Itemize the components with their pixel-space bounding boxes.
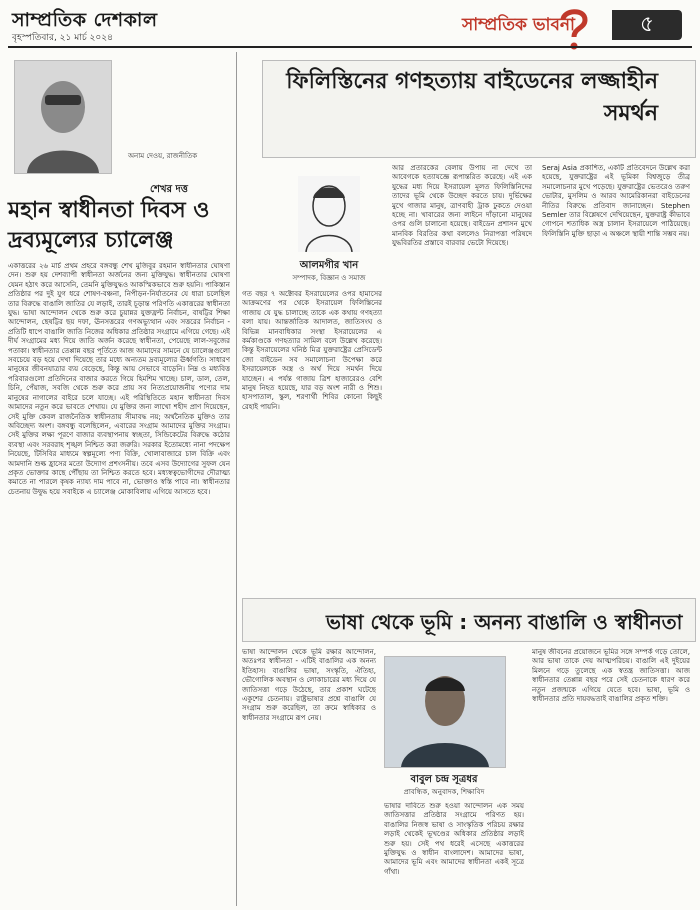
headline-1: মহান স্বাধীনতা দিবস ও দ্রব্যমূল্যের চ্যালেঞ্জ [8,198,210,253]
byline-1: শেখর দত্ত [150,184,188,195]
author-sketch-2 [298,176,360,252]
author-photo-1 [14,60,112,174]
headline-3: ভাষা থেকে ভূমি : অনন্য বাঙালি ও স্বাধীনতা [326,610,683,634]
author-role-3: প্রাবন্ধিক, অনুবাদক, শিক্ষাবিদ [403,788,485,796]
column-divider [236,52,237,906]
section-label: সাম্প্রতিক ভাবনা [462,15,575,35]
article-body-3-col3: মানুষ জীবনের প্রয়োজনে ভূমির সঙ্গে সম্পর্ক গড়ে তোলে, আর ভাষা তাকে দেয় আত্মপরিচয়। বাঙালি এই দুইয়ের মিলনে গড়ে তুলেছে এক স্বতন্ত্র জাতিসত্তা। আজ স্বাধীনতার তেপ্পান্ন বছর পরে সেই চেতনাকে ধারণ করে নতুন প্রজন্মকে এগিয়ে যেতে হবে। ভাষা, ভূমি ও স্বাধীনতার প্রতি দায়বদ্ধতাই বাঙালির প্রকৃত শক্তি। [532,648,690,704]
masthead-title: সাম্প্রতিক দেশকাল [12,9,158,31]
author-photo-3 [384,656,506,768]
article-body-3-col2: ভাষার দাবিতে শুরু হওয়া আন্দোলন এক সময় জাতিসত্তার প্রতিষ্ঠার সংগ্রামে পরিণত হয়। বাঙালির নিজস্ব ভাষা ও সাংস্কৃতিক পরিচয় রক্ষার লড়াই থেকেই ভূখণ্ডের অধিকার প্রতিষ্ঠার লড়াই শুরু হয়। সেই পথ ধরেই এসেছে একাত্তরের মুক্তিযুদ্ধ ও স্বাধীন বাংলাদেশ। আমাদের ভাষা, আমাদের ভূমি এবং আমাদের স্বাধীনতা একই সূত্রে গাঁথা। [384,802,524,876]
article-body-2-col2: আর প্রতারকের বেলায় উপায় না দেখে তা আবেগকে হত্যাযজ্ঞে রূপান্তরিত করেছে। এই এক যুদ্ধের মধ্য দিয়ে ইসরায়েল মূলত ফিলিস্তিনিদের তাদের ভূমি থেকে উচ্ছেদ করতে চায়। দুর্ভিক্ষের মুখে গাজার মানুষ, ত্রাণবাহী ট্রাক ঢুকতে দেওয়া হচ্ছে না। খাবারের জন্য লাইনে দাঁড়ানো মানুষের ওপর গুলি চালানো হয়েছে। বাইডেন প্রশাসন মুখে মানবিক বিরতির কথা বললেও নিরাপত্তা পরিষদে যুদ্ধবিরতির প্রস্তাবে বারবার ভেটো দিয়েছে। [392,164,532,248]
article-body-2-col1: গত বছর ৭ অক্টোবর ইসরায়েলের ওপর হামাসের আক্রমণের পর থেকে ইসরায়েল ফিলিস্তিনের গাজায় যে যুদ্ধ চালাচ্ছে তাকে এক কথায় গণহত্যা বলা যায়। আন্তর্জাতিক আদালত, জাতিসংঘ ও বিভিন্ন মানবাধিকার সংস্থা ইসরায়েলের এ কর্মকাণ্ডকে গণহত্যার সামিল বলে উল্লেখ করেছে। কিন্তু ইসরায়েলের ঘনিষ্ঠ মিত্র যুক্তরাষ্ট্রের প্রেসিডেন্ট জো বাইডেন সব সমালোচনা উপেক্ষা করে ইসরায়েলকে অস্ত্র ও অর্থ দিয়ে সমর্থন দিয়ে যাচ্ছেন। এ পর্যন্ত গাজায় ত্রিশ হাজারেরও বেশি মানুষ নিহত হয়েছে, যার বড় অংশ নারী ও শিশু। হাসপাতাল, স্কুল, শরণার্থী শিবির কোনো কিছুই রেহাই পায়নি। [242,290,382,411]
photo-caption-1: অনাম দেওয়, রাজনীতিক [128,152,198,160]
author-role-2: সম্পাদক, বিজ্ঞান ও সমাজ [292,274,366,282]
author-name-3: বাবুল চন্দ্র সূত্রধর [410,774,478,785]
header-rule [8,46,692,48]
article-body-2-col3: Seraj Asia প্রকাশিত, একটি প্রতিবেদনে উল্লেখ করা হয়েছে, যুক্তরাষ্ট্রের এই ভূমিকা বিশ্বজুড়ে তীব্র সমালোচনার মুখে পড়েছে। যুক্তরাষ্ট্রের ভেতরেও তরুণ ভোটার, মুসলিম ও আরব আমেরিকানরা বাইডেনের নীতির বিরুদ্ধে প্রতিবাদ জানাচ্ছেন। Stephen Semler তার বিশ্লেষণে দেখিয়েছেন, যুক্তরাষ্ট্র কীভাবে গোপনে শতাধিক অস্ত্র চালান ইসরায়েলে পাঠিয়েছে। ফিলিস্তিনি মুক্তি ছাড়া এ অঞ্চলে স্থায়ী শান্তি সম্ভব নয়। [542,164,690,238]
page-number: ৫ [612,10,682,40]
article-body-3-col1: ভাষা আন্দোলন থেকে ভূমি রক্ষার আন্দোলন, অতঃপর স্বাধীনতা - এটিই বাঙালির এক অনন্য ইতিহাস। বাঙালির ভাষা, সংস্কৃতি, ঐতিহ্য, ভৌগোলিক অবস্থান ও লোকাচারের মধ্য দিয়ে যে জাতিসত্তা গড়ে উঠেছে, তার প্রকাশ ঘটেছে একুশের চেতনায়। রাষ্ট্রভাষার প্রশ্নে বাঙালি যে সংগ্রাম শুরু করেছিল, তা ক্রমে স্বাধিকার ও স্বাধীনতার সংগ্রামে রূপ নেয়। [242,648,376,722]
article-body-1: একাত্তরের ২৬ মার্চ প্রথম প্রহরে বঙ্গবন্ধু শেখ মুজিবুর রহমান স্বাধীনতার ঘোষণা দেন। শুরু হয় দেশব্যাপী স্বাধীনতা অর্জনের জন্য মুক্তিযুদ্ধ। স্বাধীনতার ঘোষণা যেমন হঠাৎ করে আসেনি, তেমনি মুক্তিযুদ্ধও আকস্মিকভাবে শুরু হয়নি। পাকিস্তান প্রতিষ্ঠার পর দুই যুগ ধরে শোষণ-বঞ্চনা, নিপীড়ন-নির্যাতনের যে ধারা চলেছিল তার বিরুদ্ধে বাঙালি জাতির যে লড়াই, তারই চূড়ান্ত পরিণতি একাত্তরের স্বাধীনতা যুদ্ধ। ভাষা আন্দোলন থেকে শুরু করে চুয়ান্নর যুক্তফ্রন্ট নির্বাচন, বাষট্টির শিক্ষা আন্দোলন, ছেষট্টির ছয় দফা, ঊনসত্তরের গণঅভ্যুত্থান এবং সত্তরের নির্বাচন - প্রতিটি ধাপে বাঙালি জাতি নিজের অধিকার প্রতিষ্ঠার সংগ্রামে এগিয়ে গেছে। এই দীর্ঘ সংগ্রামের মধ্য দিয়ে জাতি অর্জন করেছে স্বাধীনতা, পেয়েছে লাল-সবুজের পতাকা। স্বাধীনতার তেপ্পান্ন বছর পূর্তিতে আজ আমাদের সামনে যে চ্যালেঞ্জগুলো সবচেয়ে বড় হয়ে দেখা দিয়েছে তার মধ্যে অন্যতম দ্রব্যমূল্যের ঊর্ধ্বগতি। সাধারণ মানুষের জীবনযাত্রার ব্যয় বেড়েছে, কিন্তু আয় সেভাবে বাড়েনি। নিম্ন ও মধ্যবিত্ত পরিবারগুলো প্রতিদিনের বাজার করতে গিয়ে হিমশিম খাচ্ছে। চাল, ডাল, তেল, চিনি, পেঁয়াজ, সবজি থেকে শুরু করে প্রায় সব নিত্যপ্রয়োজনীয় পণ্যের দাম মানুষের নাগালের বাইরে চলে যাচ্ছে। এই পরিস্থিতিতে মহান স্বাধীনতা দিবস আমাদের নতুন করে ভাবতে শেখায়। যে মুক্তির জন্য লাখো শহীদ প্রাণ দিয়েছেন, সেই মুক্তি কেবল রাজনৈতিক স্বাধীনতায় সীমাবদ্ধ নয়; অর্থনৈতিক মুক্তিও তার অবিচ্ছেদ্য অংশ। বঙ্গবন্ধু বলেছিলেন, এবারের সংগ্রাম আমাদের মুক্তির সংগ্রাম। সেই মুক্তির লক্ষ্য পূরণে বাজার ব্যবস্থাপনায় স্বচ্ছতা, সিন্ডিকেটের বিরুদ্ধে কঠোর ব্যবস্থা এবং সরবরাহ শৃঙ্খল নিশ্চিত করা জরুরি। সরকার ইতোমধ্যে নানা পদক্ষেপ নিয়েছে, টিসিবির মাধ্যমে স্বল্পমূল্যে পণ্য বিক্রি, খোলাবাজারে চাল বিক্রি এবং আমদানি শুল্ক হ্রাসের মতো উদ্যোগ প্রশংসনীয়। তবে এসব উদ্যোগের সুফল যেন প্রকৃত ভোক্তার কাছে পৌঁছায় তা নিশ্চিত করতে হবে। মধ্যস্বত্বভোগীদের দৌরাত্ম্য কমাতে না পারলে কৃষক ন্যায্য দাম পাবে না, ভোক্তাও স্বস্তি পাবে না। স্বাধীনতার চেতনায় উদ্বুদ্ধ হয়ে সবাইকে এ চ্যালেঞ্জ মোকাবিলায় এগিয়ে আসতে হবে। [8,262,230,496]
headline-2: ফিলিস্তিনের গণহত্যায় বাইডেনের লজ্জাহীন সমর্থন [286,69,658,126]
author-name-2: আলমগীর খান [299,260,359,271]
dateline: বৃহস্পতিবার, ২১ মার্চ ২০২৪ [12,33,113,43]
